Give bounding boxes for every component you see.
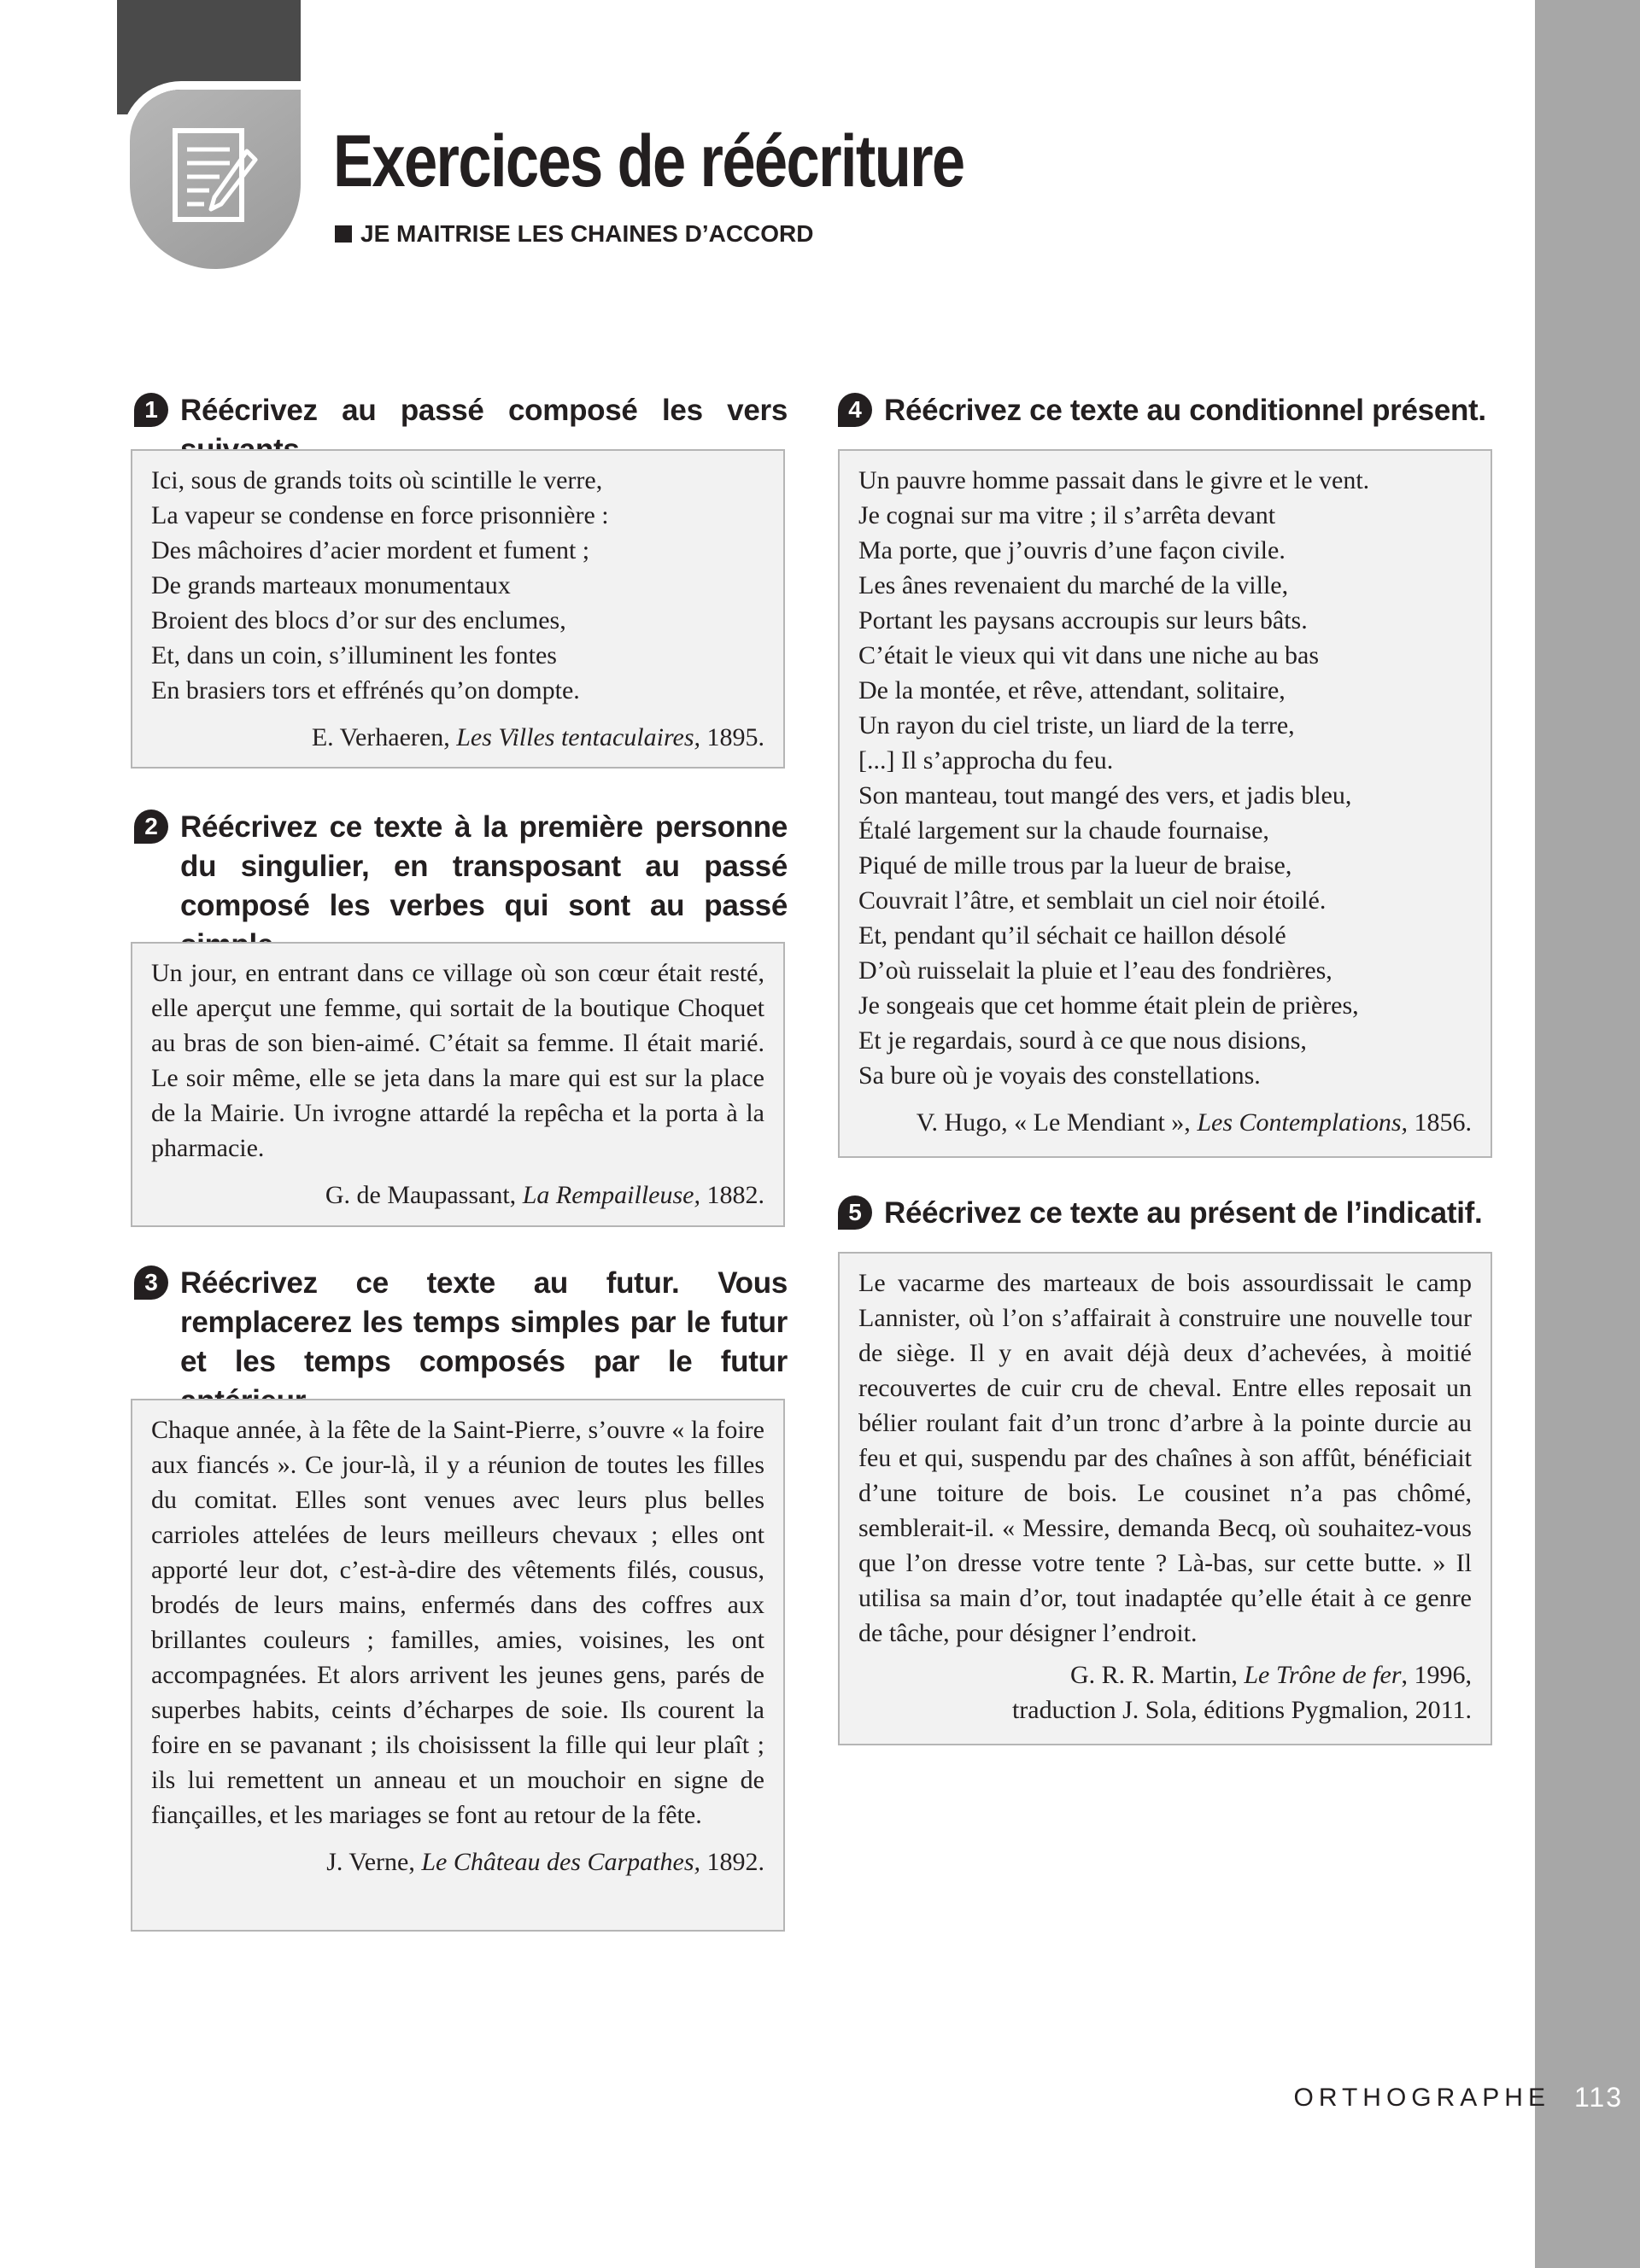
exercise-icon-badge — [130, 90, 301, 269]
exercise-instruction: Réécrivez ce texte au présent de l’indicatif. — [884, 1196, 1483, 1230]
exercise-number-badge: 3 — [134, 1266, 168, 1300]
source-citation: G. de Maupassant, La Rempailleuse, 1882. — [325, 1181, 764, 1209]
exercise-5-text-box — [838, 1252, 1492, 1745]
excerpt-text: Un jour, en entrant dans ce village où son cœur était resté, elle aperçut une femme, qui sortait de la boutique Choquet au bras de son bien-aimé. C’était sa femme. Il était marié. Le soir même, elle se jeta dans la mare qui est sur la place de la Mairie. Un ivrogne attardé la repêcha et la porta à la pharmacie. — [151, 959, 764, 1162]
verse-line: C’était le vieux qui vit dans une niche au bas — [858, 641, 1320, 669]
exercise-number-badge: 1 — [134, 393, 168, 427]
verse-line: Piqué de mille trous par la lueur de braise, — [858, 851, 1292, 880]
side-margin-band — [1535, 0, 1640, 2268]
verse-line: Des mâchoires d’acier mordent et fument ; — [151, 536, 590, 564]
verse-line: Les ânes revenaient du marché de la ville, — [858, 571, 1289, 599]
verse-line: Et, pendant qu’il séchait ce haillon désolé — [858, 921, 1286, 950]
exercise-instruction: Réécrivez ce texte à la première personne du singulier, en transposant au passé composé les verbes qui sont au passé — [180, 810, 788, 922]
page-number: 113 — [1573, 2082, 1623, 2113]
verse-line: Je cognai sur ma vitre ; il s’arrêta devant — [858, 501, 1276, 529]
verse-line: Je songeais que cet homme était plein de prières, — [858, 991, 1359, 1020]
excerpt-text: Le vacarme des marteaux de bois assourdissait le camp Lannister, où l’on s’affairait à construire une nouvelle tour de siège. Il y en avait déjà deux d’achevées, à moitié recouvertes de cuir cru de cheval. Entre elles reposait un bélier roulant fait d’un tronc d’arbre à la pointe durcie au feu et qui, suspendu par des chaînes à son affût, bénéficiait d’une toiture de bois. Le cousinet n’a pas chômé, semblerait-il. « Messire, demanda Becq, où souhaitez-vous que l’on dresse votre tente ? Là-bas, sur cette butte. » Il utilisa sa main d’or, tout inadaptée qu’elle était à ce genre de tâche, pour désigner l’endroit. — [858, 1269, 1472, 1647]
verse-line: Broient des blocs d’or sur des enclumes, — [151, 606, 566, 634]
exercise-instruction: Réécrivez au passé composé les vers — [180, 394, 788, 427]
exercise-number-badge: 5 — [838, 1195, 872, 1230]
verse-line: Étalé largement sur la chaude fournaise, — [858, 816, 1269, 845]
verse-line: Un pauvre homme passait dans le givre et le vent. — [858, 466, 1370, 494]
verse-line: Sa bure où je voyais des constellations. — [858, 1061, 1261, 1090]
exercise-5-heading — [838, 1194, 1496, 1233]
verse-line: La vapeur se condense en force prisonnière : — [151, 501, 609, 529]
section-label: ORTHOGRAPHE — [1293, 2083, 1550, 2112]
verse-line: Portant les paysans accroupis sur leurs bâts. — [858, 606, 1308, 634]
exercise-2-text-box — [131, 942, 785, 1227]
source-citation: E. Verhaeren, Les Villes tentaculaires, 1895. — [311, 723, 764, 751]
verse-line: [...] Il s’approcha du feu. — [858, 746, 1114, 775]
source-citation: V. Hugo, « Le Mendiant », Les Contemplations, 1856. — [916, 1108, 1472, 1137]
exercise-4-text-box — [838, 449, 1492, 1158]
verse-line: Son manteau, tout mangé des vers, et jadis bleu, — [858, 781, 1352, 810]
exercise-instruction: Réécrivez ce texte au futur. Vous remplacerez les temps simples par le futur et les temps composés par le futur — [180, 1266, 788, 1378]
exercise-number-badge: 2 — [134, 810, 168, 844]
page-subtitle — [335, 220, 814, 248]
source-translation: traduction J. Sola, éditions Pygmalion, 2011. — [1011, 1696, 1472, 1724]
verse-line: Ma porte, que j’ouvris d’une façon civile. — [858, 536, 1286, 564]
page-footer — [1281, 2082, 1623, 2113]
source-citation: G. R. R. Martin, Le Trône de fer, 1996, — [1069, 1661, 1472, 1689]
verse-line: Et, dans un coin, s’illuminent les fontes — [151, 641, 557, 669]
verse-line: En brasiers tors et effrénés qu’on dompte. — [151, 676, 580, 704]
exercise-instruction: Réécrivez ce texte au conditionnel présent. — [884, 394, 1486, 427]
page-title: Exercices de réécriture — [333, 120, 964, 202]
document-pencil-icon — [170, 126, 259, 228]
exercise-4-heading — [838, 391, 1496, 430]
excerpt-text: Chaque année, à la fête de la Saint-Pierre, s’ouvre « la foire aux fiancés ». Ce jour-là, il y a réunion de toutes les filles du comitat. Elles sont venues avec leurs plus belles carrioles attelées de leurs meilleurs chevaux ; elles ont apporté leur dot, c’est-à-dire des vêtements filés, cousus, brodés de leurs mains, enfermés dans des coffres aux brillantes couleurs ; familles, amies, voisines, les ont accompagnées. Et alors arrivent les jeunes gens, parés de superbes habits, ceints d’écharpes de soie. Ils courent la foire en se pavanant ; ils choisissent la fille qui leur plaît ; ils lui remettent un anneau et un mouchoir en signe de fiançailles, et les mariages se font au retour de la fête. — [151, 1416, 764, 1829]
verse-line: Un rayon du ciel triste, un liard de la terre, — [858, 711, 1295, 739]
source-citation: J. Verne, Le Château des Carpathes, 1892. — [326, 1848, 764, 1876]
exercise-3-text-box — [131, 1399, 785, 1932]
verse-line: De grands marteaux monumentaux — [151, 571, 511, 599]
exercise-number-badge: 4 — [838, 393, 872, 427]
verse-line: Et je regardais, sourd à ce que nous disions, — [858, 1026, 1307, 1055]
subtitle-text: JE MAITRISE LES CHAINES D’ACCORD — [360, 220, 814, 247]
verse-line: D’où ruisselait la pluie et l’eau des fondrières, — [858, 956, 1332, 985]
bullet-square-icon — [335, 225, 352, 243]
verse-line: De la montée, et rêve, attendant, solitaire, — [858, 676, 1286, 704]
exercise-1-text-box — [131, 449, 785, 769]
exercise-3-heading — [134, 1264, 788, 1421]
verse-line: Couvrait l’âtre, et semblait un ciel noir étoilé. — [858, 886, 1327, 915]
verse-line: Ici, sous de grands toits où scintille le verre, — [151, 466, 603, 494]
